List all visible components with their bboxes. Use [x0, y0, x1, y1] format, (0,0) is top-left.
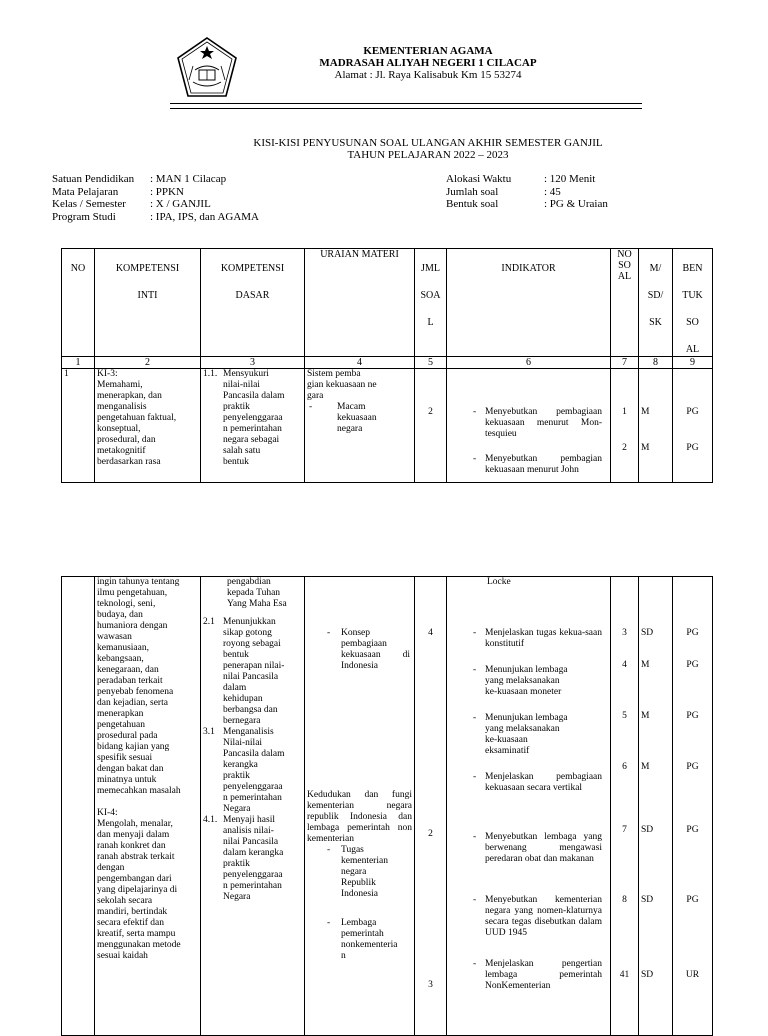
kisi-table-part1	[61, 248, 713, 483]
ministry-name: KEMENTERIAN AGAMA	[363, 45, 493, 57]
column-number-row: 1 2 3 4 5 6 7 8 9	[62, 357, 713, 369]
doc-subtitle: TAHUN PELAJARAN 2022 – 2023	[347, 149, 509, 161]
table-row: ingin tahunya tentang ilmu pengetahuan, teknologi, seni, budaya, dan humaniora dengan wawasan kemanusiaan, kebangsaan, kenegaraan, dan peradaban terkait penyebab fenomena dan kejadian, serta menerapkan pengetahuan prosedural pada bidang kajian yang spesifik sesuai dengan bakat dan minatnya untuk memecahkan masalah KI-4: Mengolah, menalar, dan menyaji dalam ranah konkret dan ranah abstrak terkait dengan pengembangan dari yang dipelajarinya di sekolah secara mandiri, bertindak secara efektif dan kreatif, serta mampu menggunakan metode sesuai kaidah pengabdian kepada Tuhan Yang Maha Esa 2.1 Menunjukkan sikap gotong royong sebagai bentuk penerapan nilai- nilai Pancasila dalam kehidupan berbangsa dan bernegara 3.1 Menganalisis Nilai-nilai Pancasila dalam kerangka praktik penyelenggaraa n pemerintahan Negara 4.1. Menyaji hasil analisis nilai- nilai Pancasila dalam kerangka praktik penyelenggaraa n pemerintahan Negara - Konsep pembagiaan kekuasaan di Indonesia Kedudukan dan fungi kementerian negara republik Indonesia dan lembaga pemerintah non kementerian - Tugas kementerian negara Republik Indonesia - Lembaga pemerintah nonkementeria n 4 2 3 Locke - Menjelaskan tugas kekua-saan konstitutif - Menunjukan lembaga yang melaksanakan ke-kuasaan moneter - Menunjukan lembaga yang melaksanakan ke-kuasaan eksaminatif - Menjelaskan pembagiaan kekuasaan secara vertikal - Menyebutkan lembaga yang berwenang mengawasi peredaran obat dan makanan - Menyebutkan kementerian negara yang nomen-klaturnya secara tegas disebutkan dalam UUD 1945 - Menjelaskan pengertian lembaga pemerintah NonKementerian 3 4 5 6 7 8 41 SD M M M SD SD SD PG PG PG PG PG PG UR	[62, 577, 713, 1036]
kemenag-logo	[175, 36, 239, 100]
header-rule-thin	[170, 108, 642, 109]
school-name: MADRASAH ALIYAH NEGERI 1 CILACAP	[319, 57, 537, 69]
meta-right: Alokasi Waktu : 120 Menit Jumlah soal : 45 Bentuk soal : PG & Uraian	[446, 173, 608, 210]
school-address: Alamat : Jl. Raya Kalisabuk Km 15 53274	[334, 69, 522, 81]
doc-title: KISI-KISI PENYUSUNAN SOAL ULANGAN AKHIR SEMESTER GANJIL	[253, 137, 603, 149]
table-row: 1 KI-3: Memahami, menerapkan, dan menganalisis pengetahuan faktual, konseptual, prosedural, dan metakognitif berdasarkan rasa 1.1. Mensyukuri nilai-nilai Pancasila dalam praktik penyelenggaraa n pemerintahan negara sebagai salah satu bentuk Sistem pemba gian kekuasaan ne gara - Macam kekuasaan negara 2 - Menyebutkan pembagiaan kekuasaan menurut Mon-tesquieu - Menyebutkan pembagian kekuasaan menurut John 1 2 M M PG PG	[62, 369, 713, 483]
header-rule-thick	[170, 103, 642, 104]
kisi-table-part2	[61, 576, 713, 1036]
meta-left: Satuan Pendidikan : MAN 1 Cilacap Mata Pelajaran : PPKN Kelas / Semester : X / GANJIL Program Studi : IPA, IPS, dan AGAMA	[52, 173, 260, 223]
header-row: NO KOMPETENSI INTI KOMPETENSI DASAR URAIAN MATERI JML SOA L INDIKATOR NO SO AL M/ SD/ SK BEN TUK SO AL	[62, 249, 713, 357]
